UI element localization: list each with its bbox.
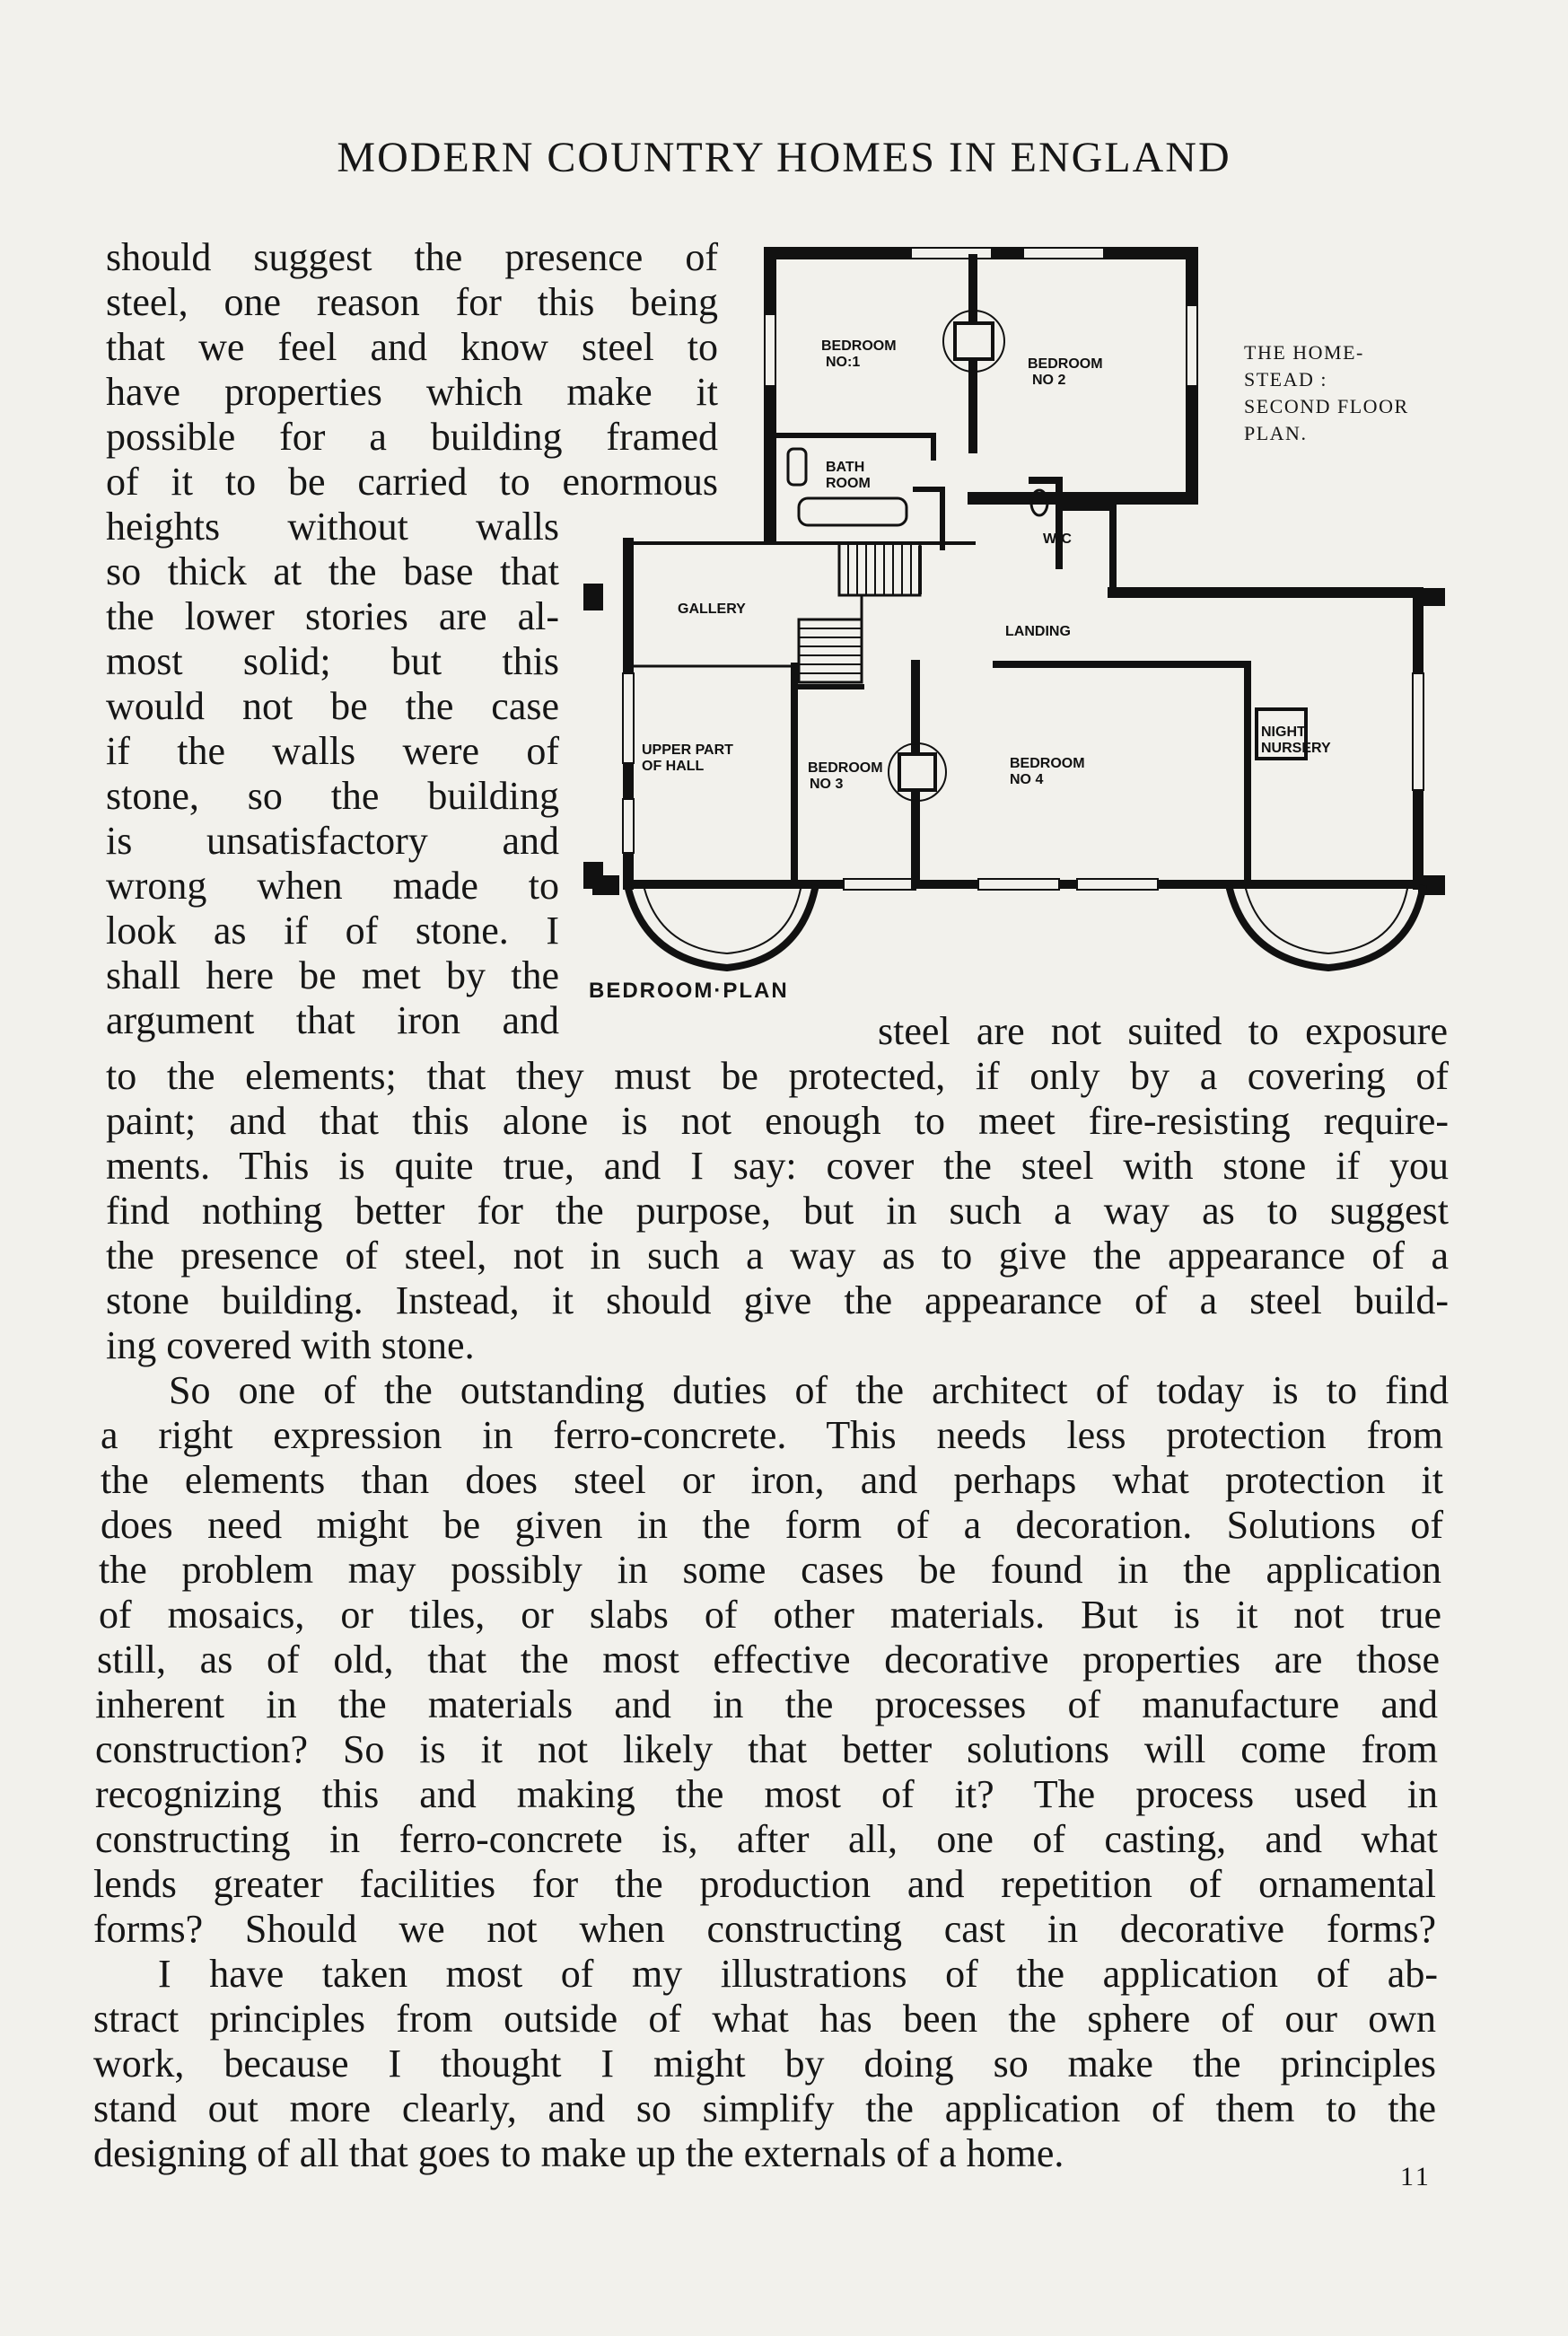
caption-line: THE HOME- [1244, 341, 1364, 364]
text-line: that we feel and know steel to [106, 325, 718, 369]
text-line: if the walls were of [106, 729, 559, 773]
plan-title: BEDROOM·PLAN [589, 979, 789, 1003]
label-bath: BATH [826, 460, 865, 475]
text-line: forms? Should we not when constructing cast in decorative forms? [93, 1907, 1436, 1951]
text-line: of it to be carried to enormous [106, 460, 718, 504]
text-line: work, because I thought I might by doing so make the principles [93, 2042, 1436, 2086]
text-line: is unsatisfactory and [106, 819, 559, 863]
text-line: would not be the case [106, 684, 559, 728]
label-upper-hall: UPPER PART [642, 742, 733, 758]
label-bedroom-4: BEDROOM [1010, 756, 1085, 771]
text-line: have properties which make it [106, 370, 718, 414]
text-line: stone, so the building [106, 774, 559, 818]
label-landing: LANDING [1005, 624, 1071, 639]
running-header: MODERN COUNTRY HOMES IN ENGLAND [337, 134, 1231, 181]
label-night: NIGHT [1261, 725, 1306, 740]
label-wc: W·C [1043, 531, 1072, 547]
text-line: most solid; but this [106, 639, 559, 683]
text-line: lends greater facilities for the production and repetition of ornamental [93, 1862, 1436, 1906]
figure-caption [1244, 339, 1450, 447]
text-line: does need might be given in the form of a decoration. Solutions of [101, 1503, 1443, 1547]
text-line: stract principles from outside of what has been the sphere of our own [93, 1997, 1436, 2041]
caption-line: STEAD : [1244, 368, 1327, 391]
text-line: So one of the outstanding duties of the architect of today is to find [169, 1368, 1449, 1412]
text-line: stand out more clearly, and so simplify the application of them to the [93, 2086, 1436, 2130]
text-line: wrong when made to [106, 864, 559, 908]
text-line: I have taken most of my illustrations of the application of ab- [158, 1952, 1438, 1996]
text-line: find nothing better for the purpose, but in such a way as to suggest [106, 1189, 1449, 1233]
label-bedroom-3-no: NO 3 [810, 777, 844, 792]
text-line: construction? So is it not likely that better solutions will come from [95, 1727, 1438, 1771]
text-line: stone building. Instead, it should give the appearance of a steel build- [106, 1278, 1449, 1322]
label-nursery: NURSERY [1261, 741, 1331, 756]
text-line: shall here be met by the [106, 953, 559, 997]
text-line: ments. This is quite true, and I say: cover the steel with stone if you [106, 1144, 1449, 1188]
text-line: steel are not suited to exposure [878, 1009, 1448, 1053]
page-number: 11 [1400, 2162, 1432, 2191]
label-bedroom-4-no: NO 4 [1010, 772, 1044, 787]
label-bedroom-2-no: NO 2 [1032, 373, 1066, 388]
label-bedroom-1: BEDROOM [821, 338, 897, 354]
caption-line: PLAN. [1244, 422, 1308, 444]
text-line: still, as of old, that the most effective decorative properties are those [97, 1638, 1440, 1682]
text-line: the problem may possibly in some cases be found in the application [99, 1548, 1441, 1592]
text-line: the elements than does steel or iron, and perhaps what protection it [101, 1458, 1443, 1502]
text-line: the presence of steel, not in such a way as to give the appearance of a [106, 1234, 1449, 1278]
text-line: so thick at the base that [106, 549, 559, 593]
text-line: steel, one reason for this being [106, 280, 718, 324]
text-line: constructing in ferro-concrete is, after all, one of casting, and what [95, 1817, 1438, 1861]
text-line: look as if of stone. I [106, 909, 559, 953]
label-gallery: GALLERY [678, 602, 746, 617]
text-line: inherent in the materials and in the processes of manufacture and [95, 1682, 1438, 1726]
text-line: to the elements; that they must be protected, if only by a covering of [106, 1054, 1449, 1098]
label-bath-room: ROOM [826, 476, 871, 491]
text-line: possible for a building framed [106, 415, 718, 459]
text-line: recognizing this and making the most of it? The process used in [95, 1772, 1438, 1816]
label-bedroom-2: BEDROOM [1028, 356, 1103, 372]
text-line: the lower stories are al- [106, 594, 559, 638]
text-line: should suggest the presence of [106, 235, 718, 279]
caption-line: SECOND FLOOR [1244, 395, 1409, 417]
text-line: designing of all that goes to make up the externals of a home. [93, 2131, 1064, 2175]
label-upper-hall-of: OF HALL [642, 759, 705, 774]
text-line: paint; and that this alone is not enough to meet fire-resisting require- [106, 1099, 1449, 1143]
text-line: ing covered with stone. [106, 1323, 475, 1367]
text-line: of mosaics, or tiles, or slabs of other materials. But is it not true [99, 1593, 1441, 1637]
text-line: heights without walls [106, 505, 559, 549]
text-line: argument that iron and [106, 998, 559, 1042]
label-bedroom-1-no: NO:1 [826, 355, 861, 370]
text-line: a right expression in ferro-concrete. This needs less protection from [101, 1413, 1443, 1457]
label-bedroom-3: BEDROOM [808, 760, 883, 776]
